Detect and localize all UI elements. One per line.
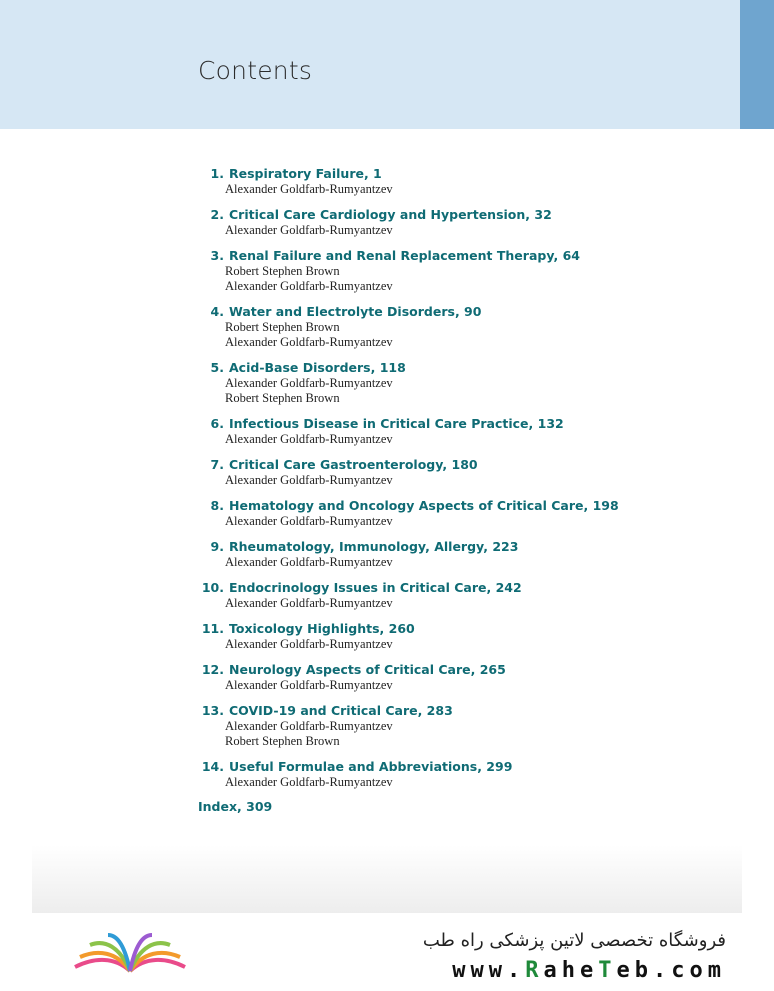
toc-entry-heading	[198, 359, 738, 376]
toc-entry-number: 10.	[201, 580, 224, 595]
toc-entry-author: Robert Stephen Brown	[225, 264, 340, 278]
page-title: Contents	[198, 56, 313, 85]
toc-entry-title[interactable]: Critical Care Cardiology and Hypertension, 32	[229, 207, 552, 222]
toc-entry-heading	[198, 303, 738, 320]
toc-entry[interactable]	[198, 165, 738, 197]
toc-entry-title[interactable]: COVID-19 and Critical Care, 283	[229, 703, 453, 718]
toc-entry-number: 7.	[210, 457, 224, 472]
toc-entry-number: 8.	[210, 498, 224, 513]
toc-entry-author: Alexander Goldfarb-Rumyantzev	[225, 473, 393, 487]
toc-entry[interactable]	[198, 206, 738, 238]
url-part-highlight: R	[525, 958, 544, 983]
toc-entry-title[interactable]: Neurology Aspects of Critical Care, 265	[229, 662, 506, 677]
toc-entry[interactable]	[198, 579, 738, 611]
toc-entry-author: Alexander Goldfarb-Rumyantzev	[225, 719, 393, 733]
toc-entry[interactable]	[198, 538, 738, 570]
url-part: eb.com	[616, 958, 726, 983]
toc-entry-title[interactable]: Respiratory Failure, 1	[229, 166, 382, 181]
header-band	[0, 0, 740, 129]
toc-entry-author: Alexander Goldfarb-Rumyantzev	[225, 376, 393, 390]
toc-entry-number: 3.	[210, 248, 224, 263]
toc-entry-title[interactable]: Critical Care Gastroenterology, 180	[229, 457, 478, 472]
toc-entry-heading	[198, 661, 738, 678]
toc-entry[interactable]	[198, 758, 738, 790]
toc-entry[interactable]	[198, 456, 738, 488]
toc-entry-heading	[198, 579, 738, 596]
shop-url[interactable]	[452, 958, 726, 983]
toc-entry-heading	[198, 702, 738, 719]
toc-entry-title[interactable]: Acid-Base Disorders, 118	[229, 360, 406, 375]
page-bottom-shadow	[32, 845, 742, 913]
toc-entry-heading	[198, 538, 738, 555]
toc-entry-heading	[198, 206, 738, 223]
toc-entry-heading	[198, 456, 738, 473]
toc-entry-author: Alexander Goldfarb-Rumyantzev	[225, 775, 393, 789]
toc-entry-title[interactable]: Infectious Disease in Critical Care Practice, 132	[229, 416, 564, 431]
toc-entry-heading	[198, 165, 738, 182]
toc-entry-author: Robert Stephen Brown	[225, 320, 340, 334]
toc-entry[interactable]	[198, 247, 738, 294]
toc-entry[interactable]	[198, 661, 738, 693]
toc-entry-title[interactable]: Water and Electrolyte Disorders, 90	[229, 304, 482, 319]
toc-entry[interactable]	[198, 415, 738, 447]
toc-entry-heading	[198, 497, 738, 514]
toc-entry-number: 4.	[210, 304, 224, 319]
toc-entry[interactable]	[198, 303, 738, 350]
toc-entry-author: Alexander Goldfarb-Rumyantzev	[225, 335, 393, 349]
toc-entry-author: Robert Stephen Brown	[225, 391, 340, 405]
toc-entry-author: Alexander Goldfarb-Rumyantzev	[225, 223, 393, 237]
toc-entry-author: Alexander Goldfarb-Rumyantzev	[225, 432, 393, 446]
toc-entry[interactable]	[198, 497, 738, 529]
toc-entry-author: Alexander Goldfarb-Rumyantzev	[225, 279, 393, 293]
open-book-logo-icon	[70, 927, 190, 977]
toc-entry-title[interactable]: Renal Failure and Renal Replacement Therapy, 64	[229, 248, 580, 263]
toc-entry-author: Alexander Goldfarb-Rumyantzev	[225, 678, 393, 692]
toc-entry-number: 11.	[201, 621, 224, 636]
toc-entry-title[interactable]: Hematology and Oncology Aspects of Critical Care, 198	[229, 498, 619, 513]
shop-name: فروشگاه تخصصی لاتین پزشکی راه طب	[422, 930, 726, 951]
toc-entry-title[interactable]: Useful Formulae and Abbreviations, 299	[229, 759, 513, 774]
toc-entry-number: 2.	[210, 207, 224, 222]
url-part: ahe	[543, 958, 599, 983]
toc-entry-number: 1.	[210, 166, 224, 181]
toc-entry[interactable]	[198, 702, 738, 749]
toc-entry-author: Alexander Goldfarb-Rumyantzev	[225, 596, 393, 610]
toc-entry-number: 6.	[210, 416, 224, 431]
toc-entry[interactable]	[198, 359, 738, 406]
table-of-contents	[198, 165, 738, 814]
toc-entry-heading	[198, 247, 738, 264]
toc-entry-author: Robert Stephen Brown	[225, 734, 340, 748]
toc-entry-author: Alexander Goldfarb-Rumyantzev	[225, 637, 393, 651]
header-tab-accent	[740, 0, 774, 129]
toc-entry-number: 5.	[210, 360, 224, 375]
toc-entry-author: Alexander Goldfarb-Rumyantzev	[225, 514, 393, 528]
toc-entry-heading	[198, 415, 738, 432]
toc-entry-author: Alexander Goldfarb-Rumyantzev	[225, 182, 393, 196]
toc-entry-title[interactable]: Rheumatology, Immunology, Allergy, 223	[229, 539, 519, 554]
toc-entry-title[interactable]: Toxicology Highlights, 260	[229, 621, 415, 636]
toc-entry-number: 13.	[201, 703, 224, 718]
toc-entry-heading	[198, 620, 738, 637]
toc-index-entry[interactable]: Index, 309	[198, 799, 273, 814]
url-part: www.	[452, 958, 526, 983]
toc-entry-number: 12.	[201, 662, 224, 677]
toc-entry-heading	[198, 758, 738, 775]
toc-entry-author: Alexander Goldfarb-Rumyantzev	[225, 555, 393, 569]
toc-entry-number: 9.	[210, 539, 224, 554]
toc-entry[interactable]	[198, 620, 738, 652]
toc-entry-number: 14.	[201, 759, 224, 774]
url-part-highlight: T	[598, 958, 617, 983]
toc-entry-title[interactable]: Endocrinology Issues in Critical Care, 242	[229, 580, 522, 595]
